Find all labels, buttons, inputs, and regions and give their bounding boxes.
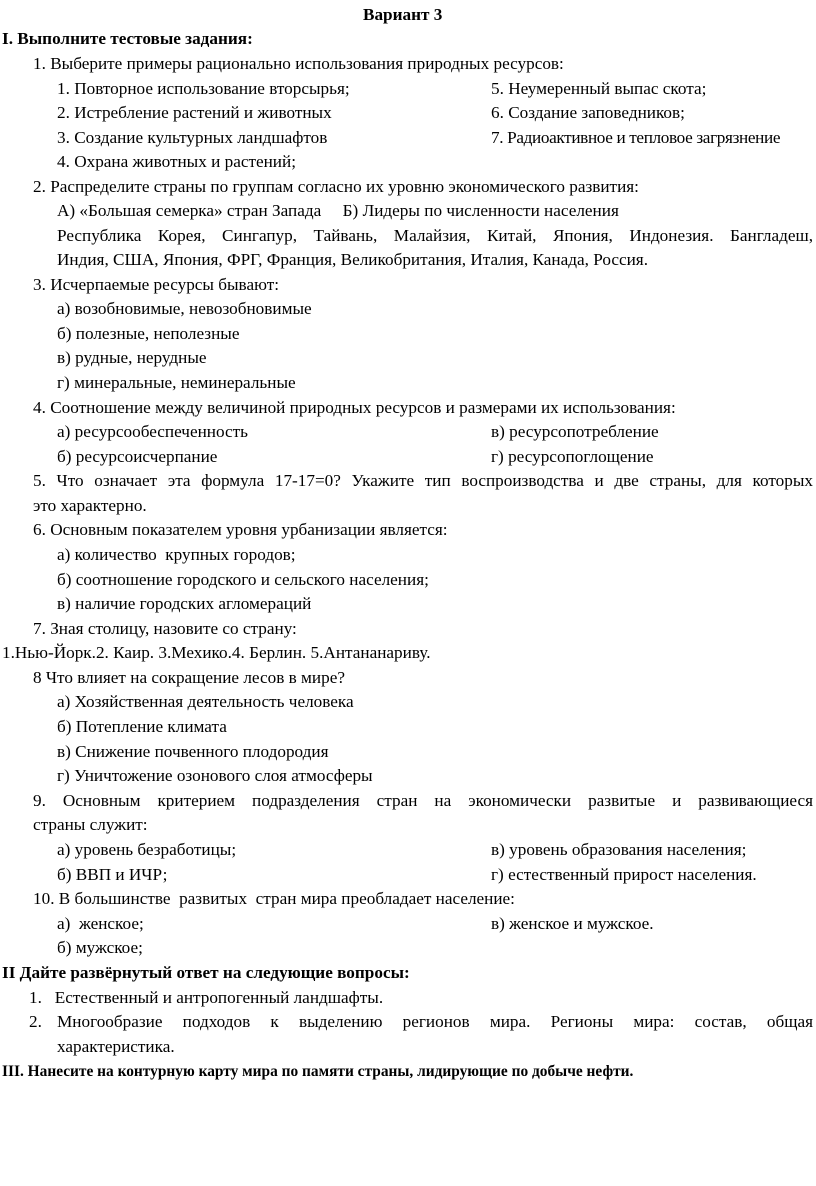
section2-item-number: 2. bbox=[29, 1012, 42, 1031]
q1-option: 6. Создание заповедников; bbox=[491, 103, 685, 122]
q6-option: б) соотношение городского и сельского населения; bbox=[57, 570, 429, 589]
q8-option: б) Потепление климата bbox=[57, 717, 227, 736]
section2-item: характеристика. bbox=[57, 1037, 175, 1056]
q2-countries: Индия, США, Япония, ФРГ, Франция, Великобритания, Италия, Канада, Россия. bbox=[57, 250, 649, 269]
q8-option: а) Хозяйственная деятельность человека bbox=[57, 692, 354, 711]
section2-item: 1. Естественный и антропогенный ландшафты. bbox=[29, 988, 384, 1007]
q3-text: 3. Исчерпаемые ресурсы бывают: bbox=[33, 275, 279, 294]
q3-option: в) рудные, нерудные bbox=[57, 348, 207, 367]
q1-text: 1. Выберите примеры рационально использования природных ресурсов: bbox=[33, 54, 564, 73]
q9-option: б) ВВП и ИЧР; bbox=[57, 865, 168, 884]
q7-text: 7. Зная столицу, назовите со страну: bbox=[33, 619, 297, 638]
q9-option: в) уровень образования населения; bbox=[491, 840, 747, 859]
q2-text: 2. Распределите страны по группам согласно их уровню экономического развития: bbox=[33, 177, 639, 196]
q4-option: б) ресурсоисчерпание bbox=[57, 447, 218, 466]
q1-option: 4. Охрана животных и растений; bbox=[57, 152, 296, 171]
section2-heading: II Дайте развёрнутый ответ на следующие вопросы: bbox=[2, 963, 410, 982]
q3-option: а) возобновимые, невозобновимые bbox=[57, 299, 312, 318]
section2-item: Многообразие подходов к выделению регионов мира. Регионы мира: состав, общая bbox=[57, 1012, 813, 1031]
q2-countries: Республика Корея, Сингапур, Тайвань, Малайзия, Китай, Япония, Индонезия. Бангладеш, bbox=[57, 226, 813, 245]
q8-text: 8 Что влияет на сокращение лесов в мире? bbox=[33, 668, 345, 687]
q6-option: а) количество крупных городов; bbox=[57, 545, 296, 564]
q10-option: б) мужское; bbox=[57, 938, 143, 957]
q5-text: это характерно. bbox=[33, 496, 147, 515]
q1-option: 3. Создание культурных ландшафтов bbox=[57, 128, 328, 147]
q4-text: 4. Соотношение между величиной природных ресурсов и размерами их использования: bbox=[33, 398, 676, 417]
section1-heading: I. Выполните тестовые задания: bbox=[2, 29, 253, 48]
q10-option: в) женское и мужское. bbox=[491, 914, 654, 933]
q3-option: г) минеральные, неминеральные bbox=[57, 373, 296, 392]
q6-text: 6. Основным показателем уровня урбанизации является: bbox=[33, 520, 448, 539]
q2-groups: А) «Большая семерка» стран Запада Б) Лидеры по численности населения bbox=[57, 201, 619, 220]
q9-option: а) уровень безработицы; bbox=[57, 840, 237, 859]
q8-option: в) Снижение почвенного плодородия bbox=[57, 742, 329, 761]
q6-option: в) наличие городских агломераций bbox=[57, 594, 312, 613]
section3-heading: III. Нанесите на контурную карту мира по памяти страны, лидирующие по добыче нефти. bbox=[2, 1063, 634, 1080]
q4-option: а) ресурсообеспеченность bbox=[57, 422, 248, 441]
q8-option: г) Уничтожение озонового слоя атмосферы bbox=[57, 766, 373, 785]
q1-option: 1. Повторное использование вторсырья; bbox=[57, 79, 350, 98]
q1-option: 7. Радиоактивное и тепловое загрязнение bbox=[491, 128, 781, 147]
q9-text: страны служит: bbox=[33, 815, 148, 834]
q7-options: 1.Нью-Йорк.2. Каир. 3.Мехико.4. Берлин. 5.Антананариву. bbox=[2, 643, 431, 662]
q9-option: г) естественный прирост населения. bbox=[491, 865, 757, 884]
q4-option: в) ресурсопотребление bbox=[491, 422, 659, 441]
q10-text: 10. В большинстве развитых стран мира преобладает население: bbox=[33, 889, 515, 908]
q5-text: 5. Что означает эта формула 17-17=0? Укажите тип воспроизводства и две страны, для которых bbox=[33, 471, 813, 490]
q4-option: г) ресурсопоглощение bbox=[491, 447, 654, 466]
q1-option: 2. Истребление растений и животных bbox=[57, 103, 332, 122]
q10-option: а) женское; bbox=[57, 914, 144, 933]
q1-option: 5. Неумеренный выпас скота; bbox=[491, 79, 707, 98]
q9-text: 9. Основным критерием подразделения стран на экономически развитые и развивающиеся bbox=[33, 791, 813, 810]
q3-option: б) полезные, неполезные bbox=[57, 324, 240, 343]
page-title: Вариант 3 bbox=[363, 5, 443, 24]
